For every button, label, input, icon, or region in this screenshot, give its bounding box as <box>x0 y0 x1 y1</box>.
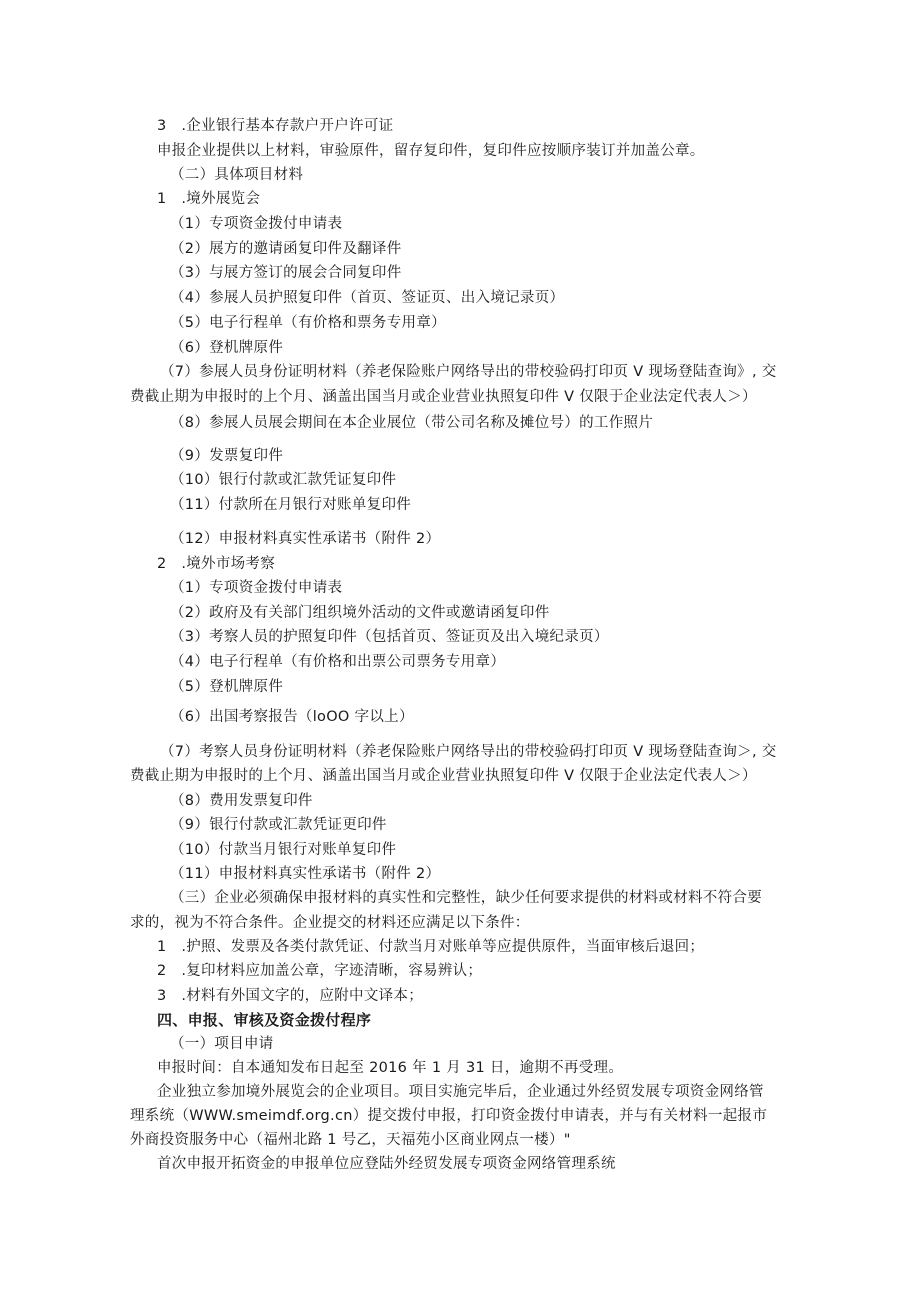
text-line: （一）项目申请 <box>170 1036 274 1052</box>
text-line: （11）付款所在月银行对账单复印件 <box>170 497 412 513</box>
text-line: （6）登机牌原件 <box>170 340 284 356</box>
text-line: （1）专项资金拨付申请表 <box>170 580 343 596</box>
text-line: （8）费用发票复印件 <box>170 793 313 809</box>
text-line: 首次申报开拓资金的申报单位应登陆外经贸发展专项资金网络管理系统 <box>157 1156 616 1172</box>
text-line: 外商投资服务中心（福州北路 1 号乙，天福苑小区商业网点一楼）" <box>130 1132 571 1148</box>
text-line: （三）企业必须确保申报材料的真实性和完整性，缺少任何要求提供的材料或材料不符合要 <box>170 890 762 906</box>
text-line: （12）申报材料真实性承诺书（附件 2） <box>170 531 441 547</box>
text-line: 申报时间：自本通知发布日起至 2016 年 1 月 31 日，逾期不再受理。 <box>157 1060 624 1076</box>
text-line: （2）政府及有关部门组织境外活动的文件或邀请函复印件 <box>170 605 550 621</box>
text-line: （2）展方的邀请函复印件及翻译件 <box>170 241 402 257</box>
text-line: （10）银行付款或汇款凭证复印件 <box>170 472 397 488</box>
text-line: （10）付款当月银行对账单复印件 <box>170 842 397 858</box>
text-line: （8）参展人员展会期间在本企业展位（带公司名称及摊位号）的工作照片 <box>170 415 654 431</box>
text-line: 1 .护照、发票及各类付款凭证、付款当月对账单等应提供原件，当面审核后退回； <box>157 939 705 955</box>
text-line: 求的，视为不符合条件。企业提交的材料还应满足以下条件： <box>130 915 530 931</box>
text-line: 2 .复印材料应加盖公章，字迹清晰，容易辨认； <box>157 963 483 979</box>
text-line: （7）参展人员身份证明材料（养老保险账户网络导出的带校验码打印页 V 现场登陆查询》, 交 <box>160 364 777 380</box>
text-line: （6）出国考察报告（loOO 字以上） <box>170 709 414 725</box>
text-line: （1）专项资金拨付申请表 <box>170 216 343 232</box>
text-line: （5）电子行程单（有价格和票务专用章） <box>170 315 446 331</box>
text-line: （4）参展人员护照复印件（首页、签证页、出入境记录页） <box>170 290 565 306</box>
text-line: （9）银行付款或汇款凭证更印件 <box>170 817 387 833</box>
text-line: 3 .材料有外国文字的，应附中文译本； <box>157 988 424 1004</box>
text-line: （5）登机牌原件 <box>170 679 284 695</box>
section-heading: 四、申报、审核及资金拨付程序 <box>157 1011 372 1029</box>
text-line: （9）发票复印件 <box>170 448 284 464</box>
text-line: （11）申报材料真实性承诺书（附件 2） <box>170 866 441 882</box>
text-line: 2 .境外市场考察 <box>157 556 276 572</box>
text-line: 费截止期为申报时的上个月、涵盖出国当月或企业营业执照复印件 V 仅限于企业法定代表人＞） <box>130 768 757 784</box>
text-line: 费截止期为申报时的上个月、涵盖出国当月或企业营业执照复印件 V 仅限于企业法定代表人＞） <box>130 389 757 405</box>
text-line: （3）考察人员的护照复印件（包括首页、签证页及出入境纪录页） <box>170 629 609 645</box>
text-line: 3 .企业银行基本存款户开户许可证 <box>157 118 394 134</box>
text-line: （3）与展方签订的展会合同复印件 <box>170 265 402 281</box>
text-line: 申报企业提供以上材料，审验原件，留存复印件，复印件应按顺序装订并加盖公章。 <box>157 143 705 159</box>
text-line: 理系统（WWW.smeimdf.org.cn）提交拨付申报，打印资金拨付申请表，并与有关材料一起报市 <box>130 1108 768 1124</box>
text-line: （二）具体项目材料 <box>170 167 304 183</box>
text-line: （4）电子行程单（有价格和出票公司票务专用章） <box>170 654 506 670</box>
text-line: 1 .境外展览会 <box>157 191 261 207</box>
text-line: （7）考察人员身份证明材料（养老保险账户网络导出的带校验码打印页 V 现场登陆查询＞, 交 <box>160 744 777 760</box>
text-line: 企业独立参加境外展览会的企业项目。项目实施完毕后，企业通过外经贸发展专项资金网络管 <box>157 1084 764 1100</box>
